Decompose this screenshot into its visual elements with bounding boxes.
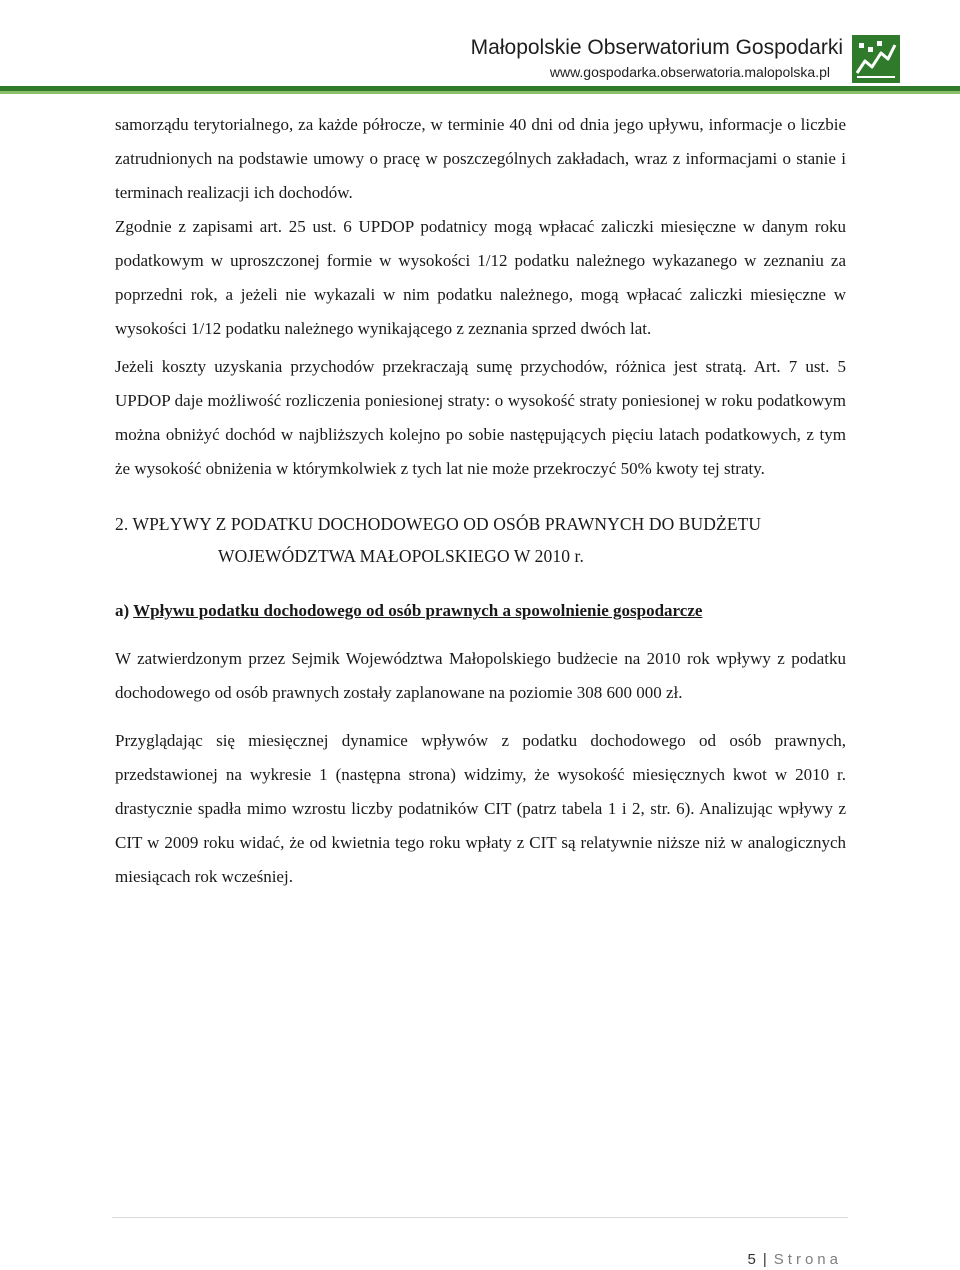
subsection-heading-a — [115, 594, 846, 628]
page-footer — [748, 1251, 842, 1268]
header-url[interactable]: www.gospodarka.obserwatoria.malopolska.pl — [549, 64, 830, 80]
header-divider-light — [0, 91, 960, 94]
paragraph-3: Jeżeli koszty uzyskania przychodów przekraczają sumę przychodów, różnica jest stratą. Art. 7 ust. 5 UPDOP daje możliwość rozliczenia poniesionej straty: o wysokość straty poniesionej w roku podatkowym można obniżyć dochód w najbliższych kolejno po sobie następujących pięciu latach podatkowych, z tym że wysokość obniżenia w którymkolwiek z tych lat nie może przekroczyć 50% kwoty tej straty. — [115, 357, 846, 478]
page-content — [115, 108, 846, 894]
paragraph-1: samorządu terytorialnego, za każde półrocze, w terminie 40 dni od dnia jego upływu, informacje o liczbie zatrudnionych na podstawie umowy o pracę w poszczególnych zakładach, wraz z informacjami o stanie i terminach realizacji ich dochodów. — [115, 115, 846, 202]
section-heading-2-line2: WOJEWÓDZTWA MAŁOPOLSKIEGO W 2010 r. — [218, 546, 584, 566]
footer-divider — [112, 1217, 848, 1218]
paragraph-4: W zatwierdzonym przez Sejmik Województwa Małopolskiego budżecie na 2010 rok wpływy z podatku dochodowego od osób prawnych zostały zaplanowane na poziomie 308 600 000 zł. — [115, 649, 846, 702]
footer-label: Strona — [773, 1251, 842, 1268]
header-title: Małopolskie Obserwatorium Gospodarki — [470, 36, 843, 59]
section-heading-2-line1: 2. WPŁYWY Z PODATKU DOCHODOWEGO OD OSÓB PRAWNYCH DO BUDŻETU — [115, 514, 762, 534]
page-header — [0, 30, 960, 100]
subsection-heading-a-prefix: a) — [115, 601, 130, 620]
paragraph-5: Przyglądając się miesięcznej dynamice wpływów z podatku dochodowego od osób prawnych, przedstawionej na wykresie 1 (następna strona) widzimy, że wysokość miesięcznych kwot w 2010 r. drastycznie spadła mimo wzrostu liczby podatników CIT (patrz tabela 1 i 2, str. 6). Analizując wpływy z CIT w 2009 roku widać, że od kwietnia tego roku wpłaty z CIT są relatywnie niższe niż w analogicznych miesiącach rok wcześniej. — [115, 731, 846, 886]
subsection-heading-a-text: Wpływu podatku dochodowego od osób prawnych a spowolnienie gospodarcze — [133, 601, 703, 620]
chart-logo-icon — [852, 35, 900, 83]
page-number: 5 — [747, 1251, 757, 1268]
paragraph-2: Zgodnie z zapisami art. 25 ust. 6 UPDOP podatnicy mogą wpłacać zaliczki miesięczne w danym roku podatkowym w uproszczonej formie w wysokości 1/12 podatku należnego wykazanego w zeznaniu za poprzedni rok, a jeżeli nie wykazali w nim podatku należnego, mogą wpłacać zaliczki miesięczne w wysokości 1/12 podatku należnego wynikającego z zeznania sprzed dwóch lat. — [115, 217, 846, 338]
footer-separator: | — [762, 1251, 768, 1268]
section-heading-2 — [115, 508, 846, 572]
